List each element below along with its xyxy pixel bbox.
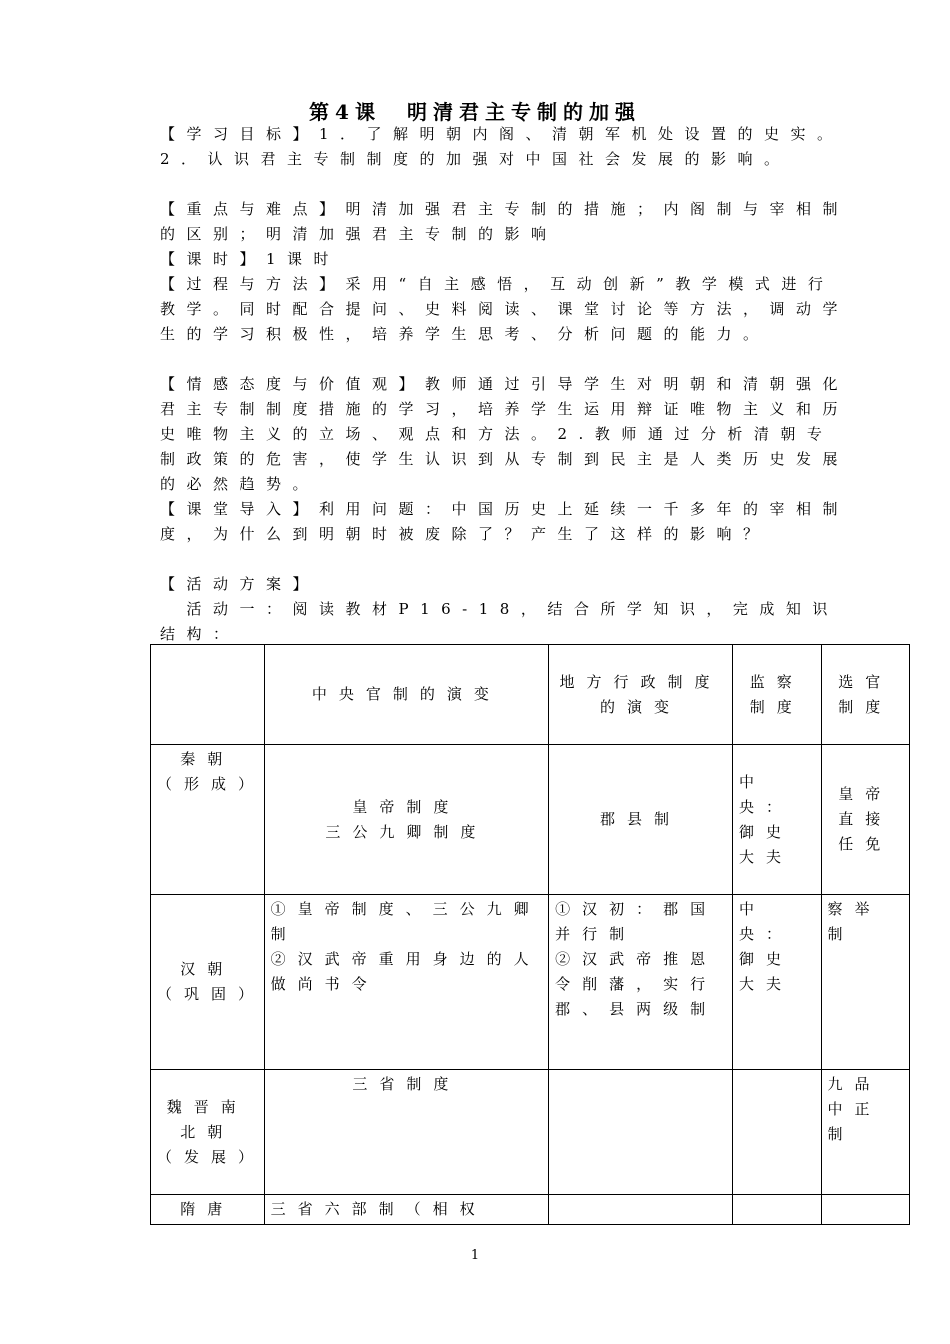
header-supervision: 监察制度 — [733, 645, 821, 745]
supervision-cell: 中央：御史大夫 — [733, 895, 821, 1070]
activity-plan: 【活动方案】 — [160, 575, 320, 593]
local-cell — [549, 1195, 733, 1225]
selection-cell: 皇帝直接任免 — [821, 745, 910, 895]
page-number: 1 — [470, 1248, 480, 1263]
table-row — [151, 895, 910, 1070]
learning-goals: 【学习目标】1．了解明朝内阁、清朝军机处设置的史实。2．认识君主专制制度的加强对中国社会发展的影响。 — [160, 125, 844, 168]
local-cell: ①汉初：郡国并行制 ②汉武帝推恩令削藩，实行郡、县两级制 — [549, 895, 733, 1070]
central-cell: 三省六部制（相权 — [264, 1195, 548, 1225]
selection-cell: 九品中正制 — [821, 1070, 910, 1195]
era-cell: 汉朝（巩固） — [151, 895, 265, 1070]
header-era — [151, 645, 265, 745]
supervision-cell — [733, 1195, 821, 1225]
era-cell: 魏晋南北朝（发展） — [151, 1070, 265, 1195]
table-row — [151, 1195, 910, 1225]
table-row — [151, 1070, 910, 1195]
header-selection: 选官制度 — [821, 645, 910, 745]
knowledge-structure-table — [150, 644, 910, 1225]
emotion-values: 【情感态度与价值观】教师通过引导学生对明朝和清朝强化君主专制制度措施的学习，培养学生运用辩证唯物主义和历史唯物主义的立场、观点和方法。2.教师通过分析清朝专制政策的危害，使学生认识到从专制到民主是人类历史发展的必然趋势。 — [160, 375, 850, 493]
class-hours: 【课时】1课时 — [160, 250, 341, 268]
header-central: 中央官制的演变 — [264, 645, 548, 745]
selection-cell: 察举制 — [821, 895, 910, 1070]
central-cell: 皇帝制度 三公九卿制度 — [264, 745, 548, 895]
era-cell: 秦朝（形成） — [151, 745, 265, 895]
table-header-row — [151, 645, 910, 745]
table-row — [151, 745, 910, 895]
era-cell: 隋唐 — [151, 1195, 265, 1225]
selection-cell — [821, 1195, 910, 1225]
local-cell — [549, 1070, 733, 1195]
header-local: 地方行政制度的演变 — [549, 645, 733, 745]
class-intro: 【课堂导入】利用问题：中国历史上延续一千多年的宰相制度，为什么到明朝时被废除了？产生了这样的影响？ — [160, 500, 850, 543]
key-points: 【重点与难点】明清加强君主专制的措施；内阁制与宰相制的区别；明清加强君主专制的影响 — [160, 200, 850, 243]
activity-one: 活动一：阅读教材P16-18，结合所学知识，完成知识结构： — [160, 600, 839, 643]
supervision-cell — [733, 1070, 821, 1195]
page-title: 第4课 明清君主专制的加强 — [309, 100, 641, 124]
supervision-cell: 中央：御史大夫 — [733, 745, 821, 895]
central-cell: 三省制度 — [264, 1070, 548, 1195]
process-methods: 【过程与方法】采用“自主感悟，互动创新”教学模式进行教学。同时配合提问、史料阅读、课堂讨论等方法，调动学生的学习积极性，培养学生思考、分析问题的能力。 — [160, 275, 850, 343]
local-cell: 郡县制 — [549, 745, 733, 895]
central-cell: ①皇帝制度、三公九卿制 ②汉武帝重用身边的人做尚书令 — [264, 895, 548, 1070]
